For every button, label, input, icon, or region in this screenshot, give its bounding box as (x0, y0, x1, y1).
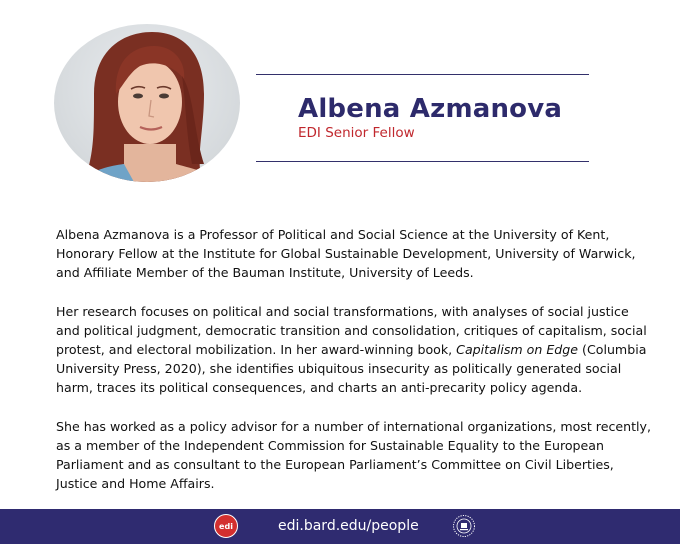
profile-name: Albena Azmanova (298, 94, 563, 124)
bio-paragraph-2-text-a: Her research focuses on political and social transformations, with analyses of social justice and political judgment, democratic transition and consolidation, critiques of capitalism, social protest, and electoral mobilization. In her award-winning book, (56, 303, 647, 358)
divider-top (256, 74, 589, 75)
biography (56, 225, 656, 512)
bio-paragraph-3: She has worked as a policy advisor for a number of international organizations, most recently, as a member of the Independent Commission for Sustainable Equality to the European Parliament and as consultant to the European Parliament’s Committee on Civil Liberties, Justice and Home Affairs. (56, 418, 651, 492)
bio-paragraph-2 (56, 302, 656, 398)
edi-logo-text: edi (219, 521, 233, 531)
profile-photo (54, 24, 240, 182)
bio-paragraph-1: Albena Azmanova is a Professor of Political and Social Science at the University of Kent, Honorary Fellow at the Institute for Global Sustainable Development, University of Warwick, and Affiliate Member of the Bauman Institute, University of Leeds. (56, 227, 636, 281)
footer-bar (0, 509, 680, 544)
bard-seal-icon (452, 514, 476, 538)
profile-role: EDI Senior Fellow (298, 125, 415, 141)
divider-bottom (256, 161, 589, 162)
edi-logo (214, 514, 238, 538)
bio-paragraph-2-text-b: (Columbia University Press, 2020), she identifies ubiquitous insecurity as politically generated social harm, traces its political consequences, and charts an anti-precarity policy agenda. (56, 342, 647, 396)
book-title: Capitalism on Edge (456, 342, 579, 358)
footer-url-link[interactable]: edi.bard.edu/people (278, 518, 419, 534)
